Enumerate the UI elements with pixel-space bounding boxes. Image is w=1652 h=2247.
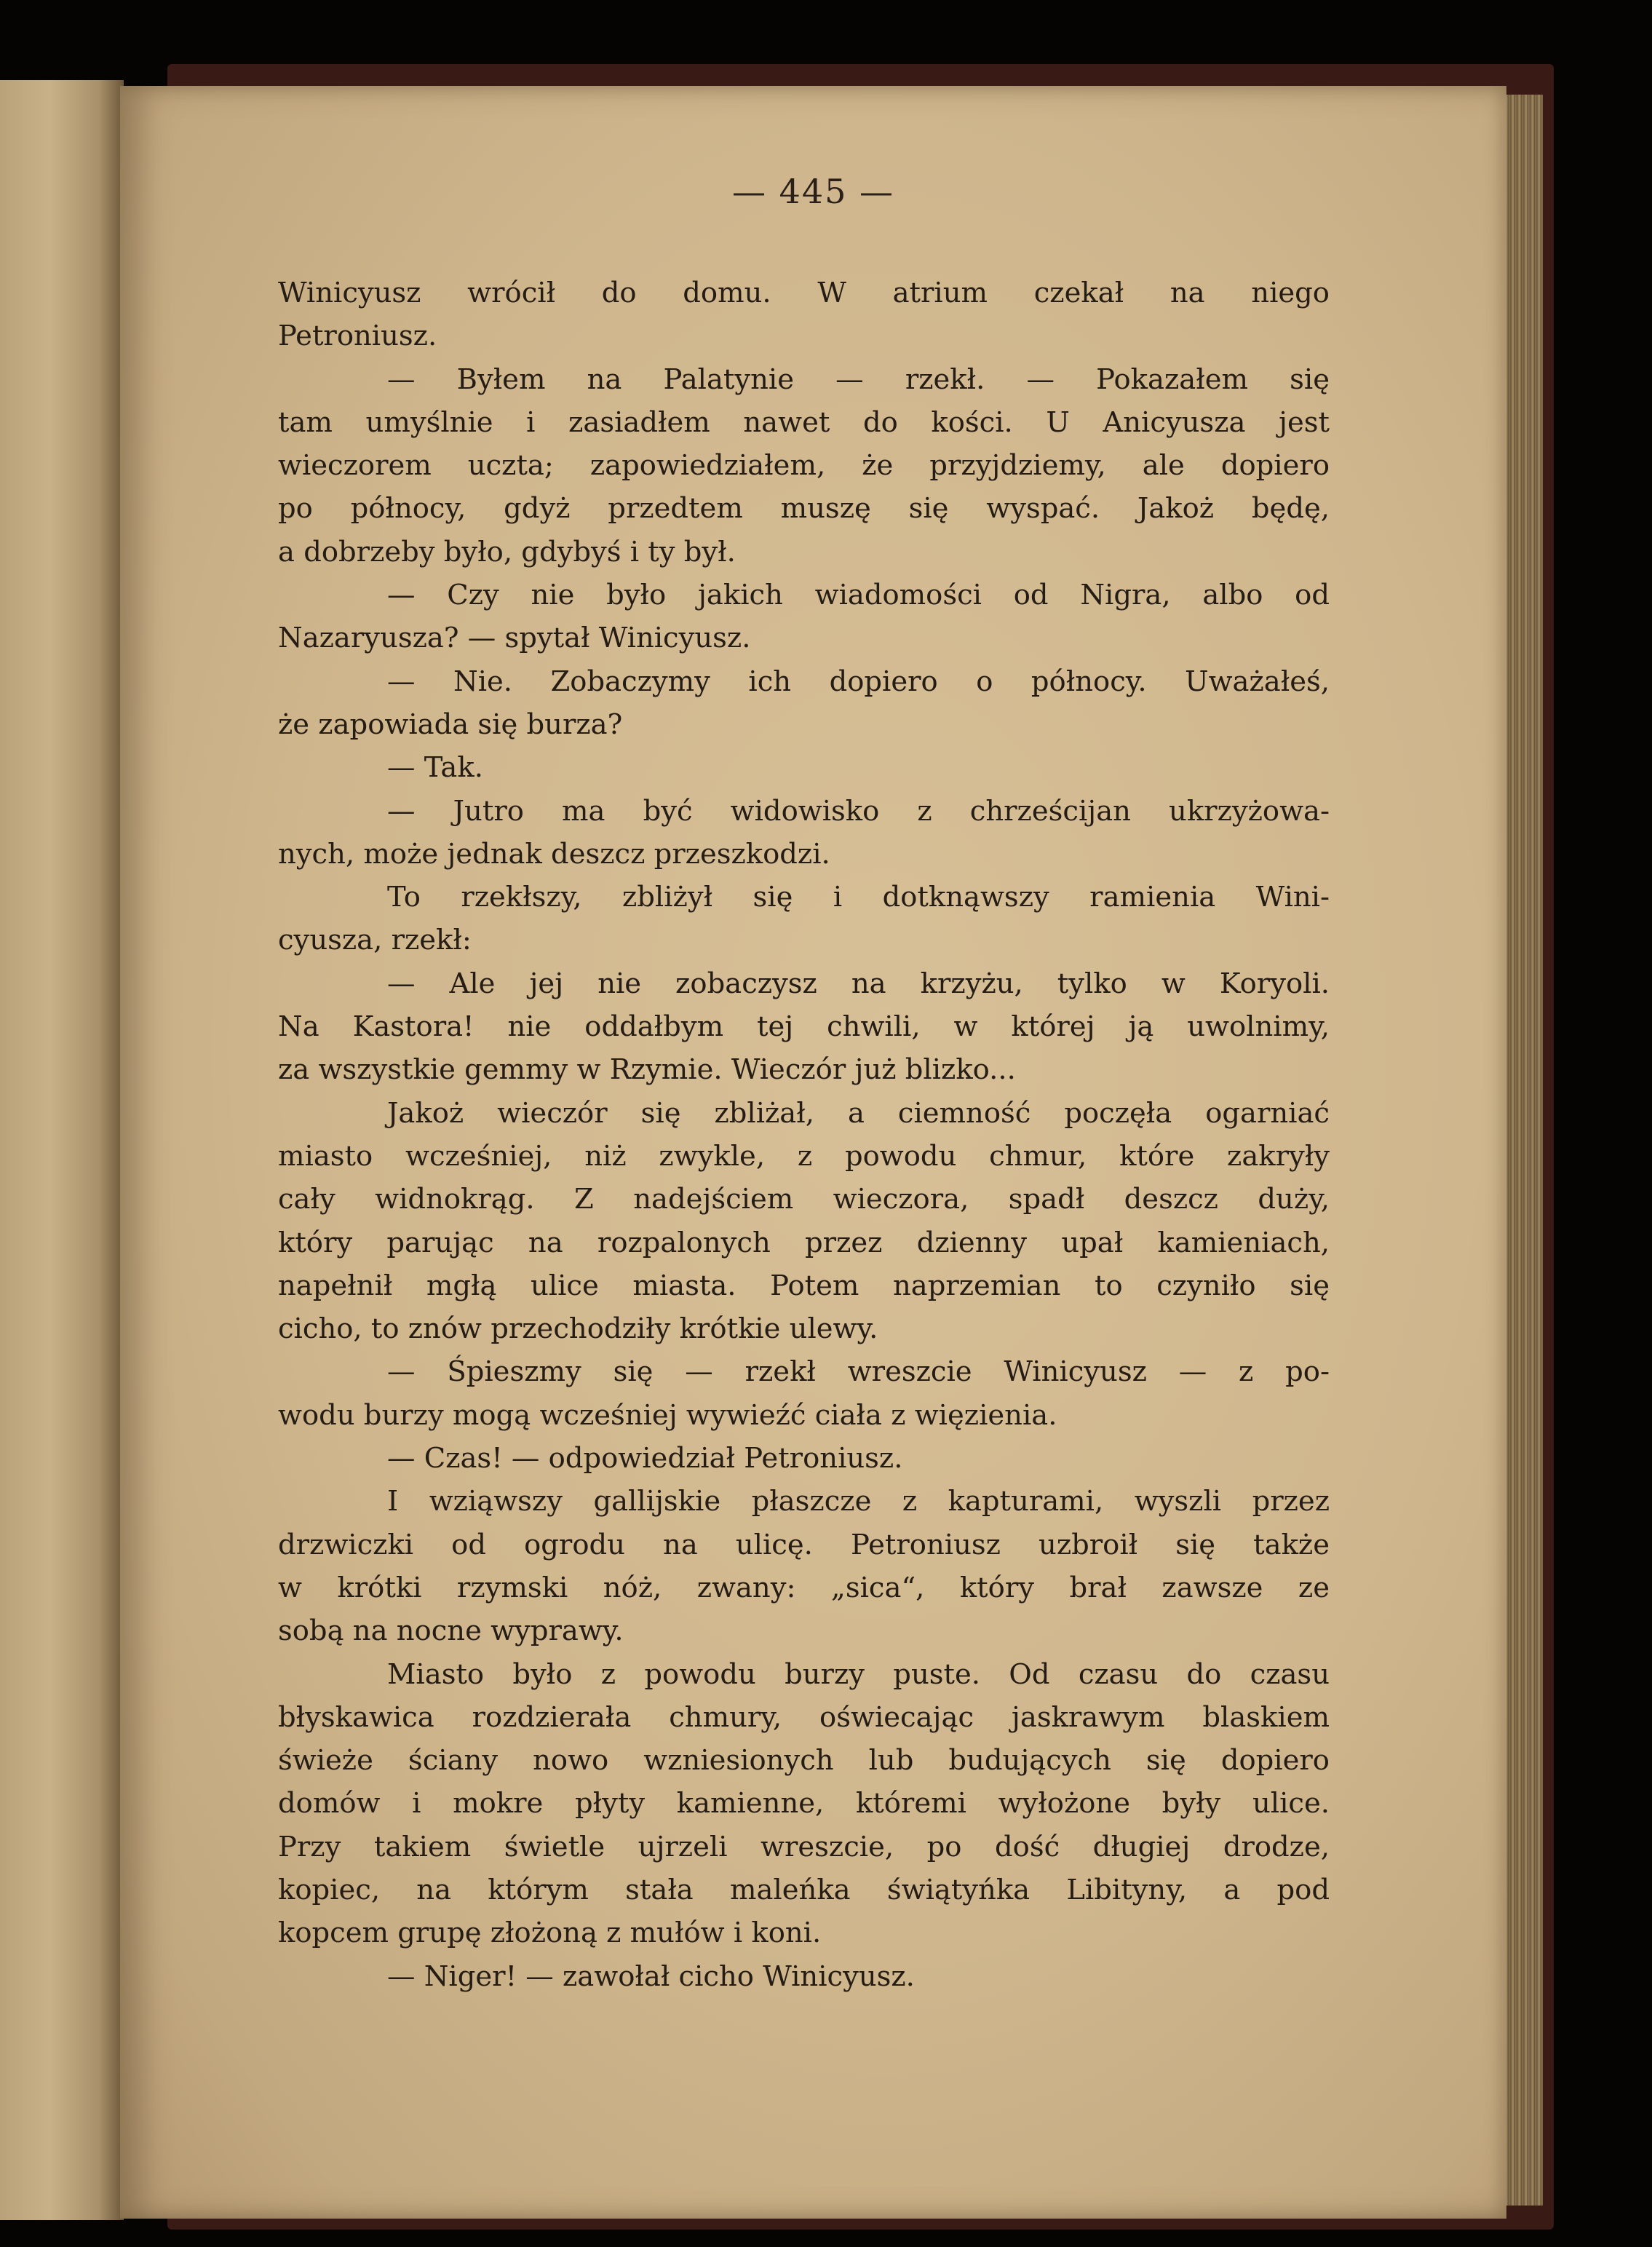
text-line: nych, może jednak deszcz przeszkodzi. [278, 837, 830, 871]
text-line: w krótki rzymski nóż, zwany: „sica“, który brał zawsze ze [278, 1571, 1330, 1604]
text-line: — Czy nie było jakich wiadomości od Nigra, albo od [387, 579, 1330, 612]
page-number: — 445 — [731, 172, 895, 211]
text-line: — Śpieszmy się — rzekł wreszcie Winicyusz — z po- [387, 1355, 1330, 1389]
text-line: — Niger! — zawołał cicho Winicyusz. [387, 1959, 915, 1993]
text-line: że zapowiada się burza? [278, 708, 623, 741]
text-line: sobą na nocne wyprawy. [278, 1614, 624, 1648]
text-line: To rzekłszy, zbliżył się i dotknąwszy ramienia Wini- [387, 881, 1330, 914]
text-line: świeże ściany nowo wzniesionych lub budujących się dopiero [278, 1744, 1330, 1778]
text-line: — Byłem na Palatynie — rzekł. — Pokazałem się [387, 362, 1330, 396]
text-line: a dobrzeby było, gdybyś i ty był. [278, 535, 736, 568]
text-line: drzwiczki od ogrodu na ulicę. Petroniusz uzbroił się także [278, 1528, 1330, 1561]
text-line: który parując na rozpalonych przez dzienny upał kamieniach, [278, 1226, 1330, 1259]
text-line: cały widnokrąg. Z nadejściem wieczora, spadł deszcz duży, [278, 1183, 1330, 1216]
text-line: Miasto było z powodu burzy puste. Od czasu do czasu [387, 1657, 1330, 1691]
text-line: — Tak. [387, 751, 483, 785]
text-line: wodu burzy mogą wcześniej wywieźć ciała z więzienia. [278, 1398, 1057, 1432]
facing-page-edge [0, 80, 124, 2220]
text-line: błyskawica rozdzierała chmury, oświecając jaskrawym blaskiem [278, 1700, 1330, 1734]
text-line: Winicyusz wrócił do domu. W atrium czekał na niego [278, 277, 1330, 309]
text-line: Na Kastora! nie oddałbym tej chwili, w której ją uwolnimy, [278, 1010, 1330, 1044]
text-line: tam umyślnie i zasiadłem nawet do kości. U Anicyusza jest [278, 405, 1330, 439]
text-line: domów i mokre płyty kamienne, któremi wyłożone były ulice. [278, 1787, 1330, 1820]
text-line: — Nie. Zobaczymy ich dopiero o północy. Uważałeś, [387, 665, 1330, 698]
text-line: I wziąwszy gallijskie płaszcze z kapturami, wyszli przez [387, 1485, 1330, 1518]
text-line: kopcem grupę złożoną z mułów i koni. [278, 1917, 822, 1950]
page-text [278, 272, 1330, 1998]
text-line: Petroniusz. [278, 320, 437, 353]
text-line: Przy takiem świetle ujrzeli wreszcie, po dość długiej drodze, [278, 1830, 1330, 1863]
text-line: cicho, to znów przechodziły krótkie ulewy. [278, 1312, 878, 1346]
text-line: wieczorem uczta; zapowiedziałem, że przyjdziemy, ale dopiero [278, 449, 1330, 483]
text-line: — Ale jej nie zobaczysz na krzyżu, tylko w Koryoli. [387, 967, 1330, 1000]
book-page [120, 86, 1506, 2219]
text-line: — Jutro ma być widowisko z chrześcijan ukrzyżowa- [387, 794, 1330, 828]
text-line: Nazaryusza? — spytał Winicyusz. [278, 622, 751, 655]
text-line: — Czas! — odpowiedział Petroniusz. [387, 1442, 903, 1475]
text-line: za wszystkie gemmy w Rzymie. Wieczór już blizko... [278, 1053, 1016, 1087]
text-line: Jakoż wieczór się zbliżał, a ciemność poczęła ogarniać [387, 1096, 1330, 1130]
text-line: kopiec, na którym stała maleńka świątyńka Libityny, a pod [278, 1873, 1330, 1906]
text-line: napełnił mgłą ulice miasta. Potem naprzemian to czyniło się [278, 1269, 1330, 1302]
text-line: miasto wcześniej, niż zwykle, z powodu chmur, które zakryły [278, 1139, 1330, 1173]
text-line: po północy, gdyż przedtem muszę się wyspać. Jakoż będę, [278, 492, 1330, 526]
text-line: cyusza, rzekł: [278, 924, 472, 957]
